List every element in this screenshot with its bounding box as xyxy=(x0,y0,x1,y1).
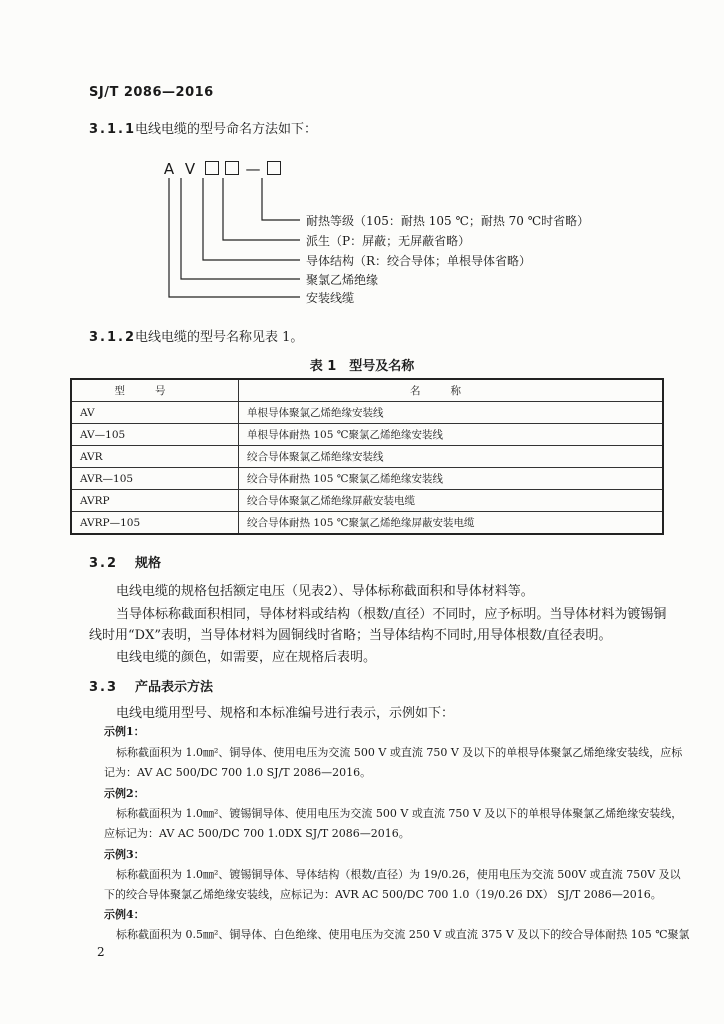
label-installation-cable: 安装线缆 xyxy=(306,291,355,305)
example-2-line-2: 应标记为：AV AC 500/DC 700 1.0DX SJ/T 2086—2016。 xyxy=(104,827,410,840)
label-conductor-structure: 导体结构（R：绞合导体；单根导体省略） xyxy=(306,254,532,268)
section-number: 3.1.2 xyxy=(89,330,137,345)
header-name: 名称 xyxy=(239,379,664,402)
example-1-line-1: 标称截面积为 1.0㎜²、铜导体、使用电压为交流 500 V 或直流 750 V 及以下的单根导体聚氯乙烯绝缘安装线，应标 xyxy=(116,746,683,759)
table-row xyxy=(71,468,663,490)
standard-number: SJ/T 2086—2016 xyxy=(89,85,214,100)
table-row xyxy=(71,490,663,512)
table-row xyxy=(71,402,663,424)
section-title: 产品表示方法 xyxy=(135,680,214,695)
section-3-3-heading xyxy=(89,676,213,695)
cell-model: AVR—105 xyxy=(71,468,239,490)
cell-name: 绞合导体聚氯乙烯绝缘安装线 xyxy=(239,446,664,468)
example-4-label: 示例4： xyxy=(104,908,145,921)
cell-name: 绞合导体耐热 105 ℃聚氯乙烯绝缘安装线 xyxy=(239,468,664,490)
cell-name: 单根导体耐热 105 ℃聚氯乙烯绝缘安装线 xyxy=(239,424,664,446)
example-2-line-1: 标称截面积为 1.0㎜²、镀锡铜导体、使用电压为交流 500 V 或直流 750 V 及以下的单根导体聚氯乙烯绝缘安装线， xyxy=(116,807,683,820)
code-letter-v: V xyxy=(184,160,196,178)
cell-model: AVRP xyxy=(71,490,239,512)
example-3-line-2: 下的绞合导体聚氯乙烯绝缘安装线，应标记为：AVR AC 500/DC 700 1.0（19/0.26 DX） SJ/T 2086—2016。 xyxy=(104,888,662,901)
cell-name: 绞合导体聚氯乙烯绝缘屏蔽安装电缆 xyxy=(239,490,664,512)
spec-paragraph-3: 电线电缆的颜色，如需要，应在规格后表明。 xyxy=(116,650,377,665)
cell-model: AV xyxy=(71,402,239,424)
spec-paragraph-2-line-2: 线时用“DX”表明，当导体材料为圆铜线时省略；当导体结构不同时,用导体根数/直径表明。 xyxy=(89,628,612,643)
example-3-line-1: 标称截面积为 1.0㎜²、镀锡铜导体、导体结构（根数/直径）为 19/0.26，使用电压为交流 500V 或直流 750V 及以 xyxy=(116,868,681,881)
code-dash: — xyxy=(245,160,261,178)
label-derivative: 派生（P：屏蔽；无屏蔽省略） xyxy=(306,234,471,248)
section-number: 3.1.1 xyxy=(89,122,137,137)
spec-paragraph-1: 电线电缆的规格包括额定电压（见表2）、导体标称截面积和导体材料等。 xyxy=(116,584,534,599)
model-table xyxy=(70,378,664,535)
cell-name: 绞合导体耐热 105 ℃聚氯乙烯绝缘屏蔽安装电缆 xyxy=(239,512,664,535)
section-number: 3.3 xyxy=(89,680,119,695)
section-3-2-heading xyxy=(89,552,161,571)
label-pvc-insulation: 聚氯乙烯绝缘 xyxy=(306,273,379,287)
cell-model: AV—105 xyxy=(71,424,239,446)
cell-name: 单根导体聚氯乙烯绝缘安装线 xyxy=(239,402,664,424)
section-text: 电线电缆的型号名称见表 1。 xyxy=(135,330,304,345)
table-title: 表 1 型号及名称 xyxy=(309,359,415,374)
section-number: 3.2 xyxy=(89,556,119,571)
table-header-row xyxy=(71,379,663,402)
page-number: 2 xyxy=(97,945,105,959)
code-letter-a: A xyxy=(163,160,175,178)
spec-paragraph-2-line-1: 当导体标称截面积相同，导体材料或结构（根数/直径）不同时，应予标明。当导体材料为镀锡铜 xyxy=(116,607,667,622)
table-row xyxy=(71,446,663,468)
section-title: 规格 xyxy=(135,556,162,571)
section-3-1-2 xyxy=(89,326,303,345)
label-heat-grade: 耐热等级（105：耐热 105 ℃；耐热 70 ℃时省略） xyxy=(306,214,590,228)
header-model: 型号 xyxy=(71,379,239,402)
cell-model: AVRP—105 xyxy=(71,512,239,535)
representation-intro: 电线电缆用型号、规格和本标准编号进行表示，示例如下： xyxy=(116,706,455,721)
section-text: 电线电缆的型号命名方法如下： xyxy=(135,122,318,137)
example-3-label: 示例3： xyxy=(104,848,145,861)
table-row xyxy=(71,424,663,446)
table-row xyxy=(71,512,663,535)
cell-model: AVR xyxy=(71,446,239,468)
example-2-label: 示例2： xyxy=(104,787,145,800)
example-4-line-1: 标称截面积为 0.5㎜²、铜导体、白色绝缘、使用电压为交流 250 V 或直流 375 V 及以下的绞合导体耐热 105 ℃聚氯 xyxy=(116,928,690,941)
example-1-line-2: 记为：AV AC 500/DC 700 1.0 SJ/T 2086—2016。 xyxy=(104,766,372,779)
example-1-label: 示例1： xyxy=(104,725,145,738)
